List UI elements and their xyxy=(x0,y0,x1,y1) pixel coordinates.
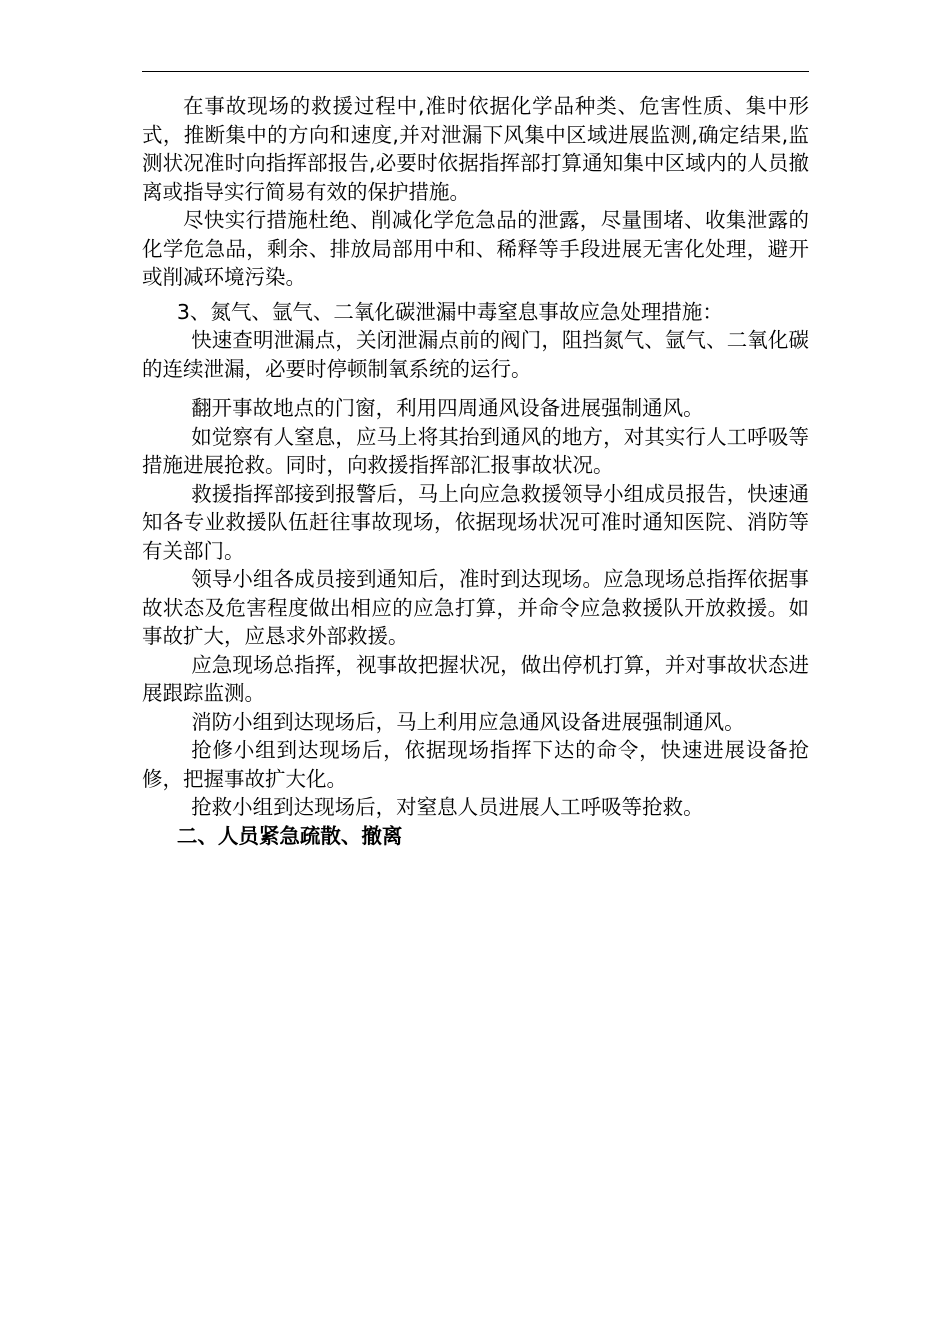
section-2-heading: 二、人员紧急疏散、撤离 xyxy=(176,823,403,848)
paragraph-monitoring: 在事故现场的救援过程中,准时依据化学品种类、危害性质、集中形式，推断集中的方向和速度,并对泄漏下风集中区域进展监测,确定结果,监测状况准时向指挥部报告,必要时依据指挥部打算通知集中区域内的人员撤离或指导实行简易有效的保护措施。 xyxy=(142,94,809,204)
paragraph-fire-team: 消防小组到达现场后，马上利用应急通风设备进展强制通风。 xyxy=(191,709,745,734)
paragraph-leadership-arrival: 领导小组各成员接到通知后，准时到达现场。应急现场总指挥依据事故状态及危害程度做出相应的应急打算，并命令应急救援队开放救援。如事故扩大，应恳求外部救援。 xyxy=(142,567,809,648)
paragraph-command-report: 救援指挥部接到报警后，马上向应急救援领导小组成员报告，快速通知各专业救援队伍赶往事故现场，依据现场状况可准时通知医院、消防等有关部门。 xyxy=(142,481,809,563)
paragraph-first-aid-team: 抢救小组到达现场后，对窒息人员进展人工呼吸等抢救。 xyxy=(191,795,704,819)
section-3-title: 3、氮气、氩气、二氧化碳泄漏中毒窒息事故应急处理措施： xyxy=(176,299,723,324)
paragraph-repair-team: 抢修小组到达现场后，依据现场指挥下达的命令，快速进展设备抢修，把握事故扩大化。 xyxy=(142,738,809,791)
paragraph-locate-leak: 快速查明泄漏点，关闭泄漏点前的阀门，阻挡氮气、氩气、二氧化碳的连续泄漏，必要时停顿制氧系统的运行。 xyxy=(142,328,809,381)
paragraph-ventilation: 翻开事故地点的门窗，利用四周通风设备进展强制通风。 xyxy=(191,396,704,420)
document-body xyxy=(142,92,809,850)
paragraph-shutdown-decision: 应急现场总指挥，视事故把握状况，做出停机打算，并对事故状态进展跟踪监测。 xyxy=(142,652,809,705)
paragraph-rescue-victim: 如觉察有人窒息，应马上将其抬到通风的地方，对其实行人工呼吸等措施进展抢救。同时，向救援指挥部汇报事故状况。 xyxy=(142,424,809,477)
header-rule xyxy=(142,71,809,72)
paragraph-containment: 尽快实行措施杜绝、削减化学危急品的泄露，尽量围堵、收集泄露的化学危急品，剩余、排放局部用中和、稀释等手段进展无害化处理，避开或削减环境污染。 xyxy=(142,208,809,289)
